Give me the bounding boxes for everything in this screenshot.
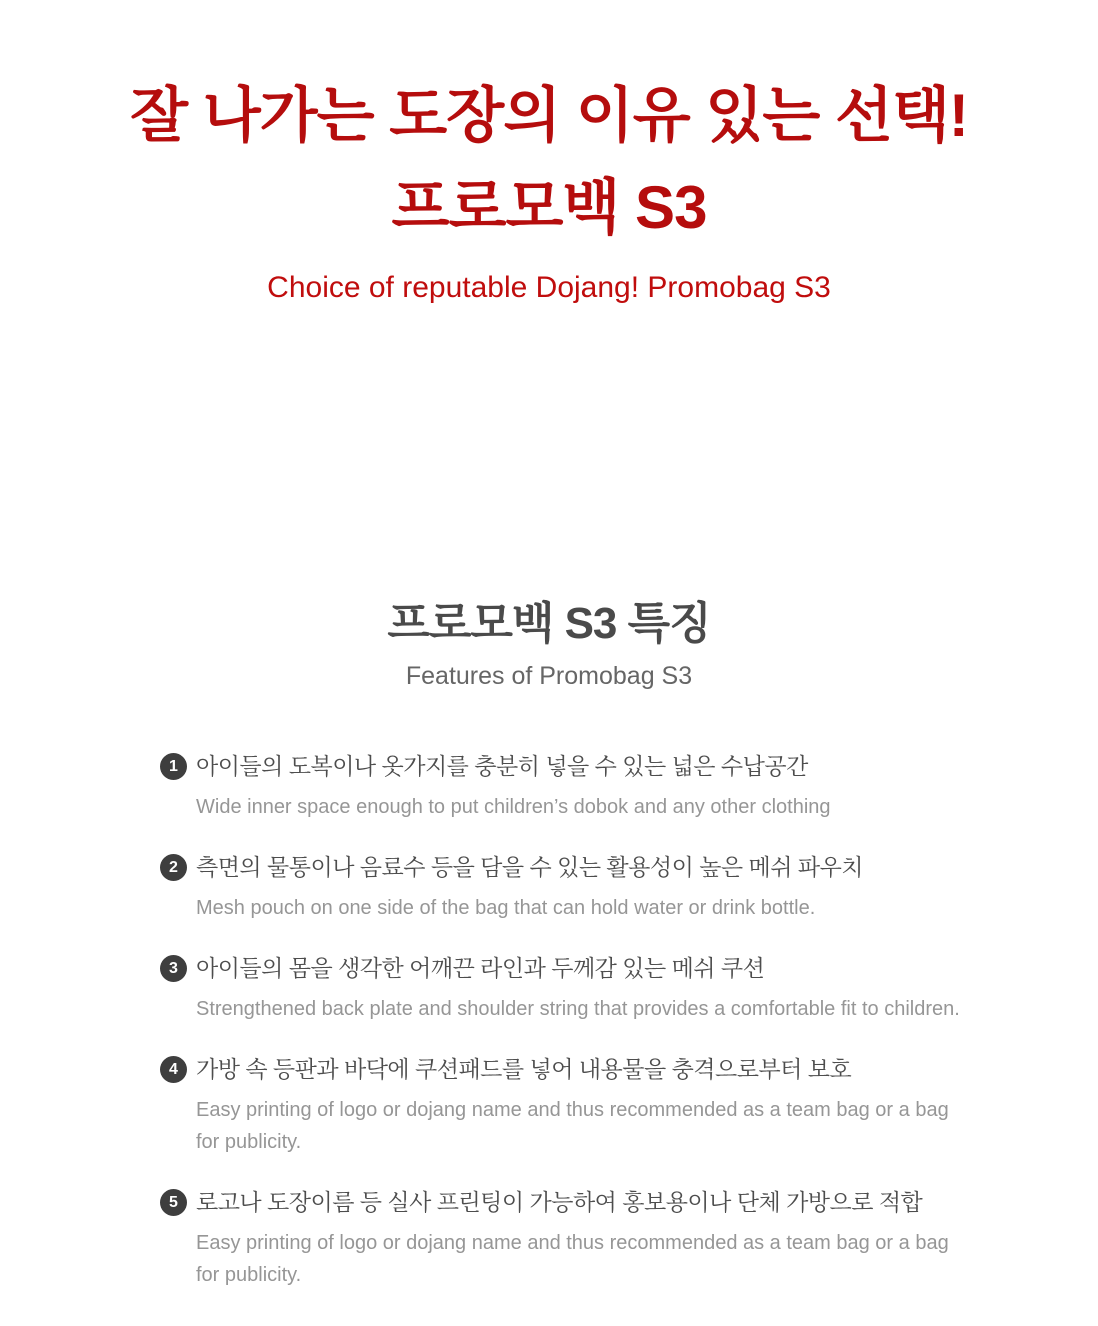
- feature-text: [196, 751, 962, 823]
- feature-text-kr: 측면의 물통이나 음료수 등을 담을 수 있는 활용성이 높은 메쉬 파우치: [196, 854, 864, 880]
- features-heading-english: Features of Promobag S3: [405, 662, 693, 690]
- features-heading-korean: 프로모백 S3 특징: [387, 599, 711, 648]
- feature-text-kr: 아이들의 몸을 생각한 어깨끈 라인과 두께감 있는 메쉬 쿠션: [196, 955, 765, 981]
- feature-number-badge: 5: [160, 1189, 187, 1216]
- feature-item: [160, 852, 962, 924]
- feature-text-en: Strengthened back plate and shoulder string that provides a comfortable fit to children.: [196, 998, 960, 1020]
- feature-text-kr: 가방 속 등판과 바닥에 쿠션패드를 넣어 내용물을 충격으로부터 보호: [196, 1056, 852, 1082]
- feature-number-badge: 3: [160, 955, 187, 982]
- hero-subtitle-english: Choice of reputable Dojang! Promobag S3: [267, 271, 831, 304]
- feature-text-en: Wide inner space enough to put children’s dobok and any other clothing: [196, 796, 831, 818]
- feature-text-en: Mesh pouch on one side of the bag that can hold water or drink bottle.: [196, 897, 816, 919]
- hero-title: [0, 70, 1098, 254]
- hero-title-line1: 잘 나가는 도장의 이유 있는 선택!: [130, 82, 968, 149]
- feature-list: [160, 751, 962, 1291]
- feature-text-en: Easy printing of logo or dojang name and thus recommended as a team bag or a bag for publicity.: [196, 1099, 949, 1153]
- feature-item: [160, 751, 962, 823]
- feature-text: [196, 1187, 962, 1291]
- feature-text: [196, 852, 962, 924]
- feature-text-kr: 로고나 도장이름 등 실사 프린팅이 가능하여 홍보용이나 단체 가방으로 적합: [196, 1189, 923, 1215]
- feature-text: [196, 1054, 962, 1158]
- feature-item: [160, 1054, 962, 1158]
- feature-number-badge: 4: [160, 1056, 187, 1083]
- feature-text-kr: 아이들의 도복이나 옷가지를 충분히 넣을 수 있는 넓은 수납공간: [196, 753, 808, 779]
- feature-item: [160, 1187, 962, 1291]
- features-section: [0, 600, 1098, 1291]
- hero-section: [0, 0, 1098, 306]
- hero-title-line2: 프로모백 S3: [391, 174, 707, 241]
- feature-number-badge: 1: [160, 753, 187, 780]
- feature-text-en: Easy printing of logo or dojang name and thus recommended as a team bag or a bag for publicity.: [196, 1232, 949, 1286]
- feature-number-badge: 2: [160, 854, 187, 881]
- feature-text: [196, 953, 962, 1025]
- feature-item: [160, 953, 962, 1025]
